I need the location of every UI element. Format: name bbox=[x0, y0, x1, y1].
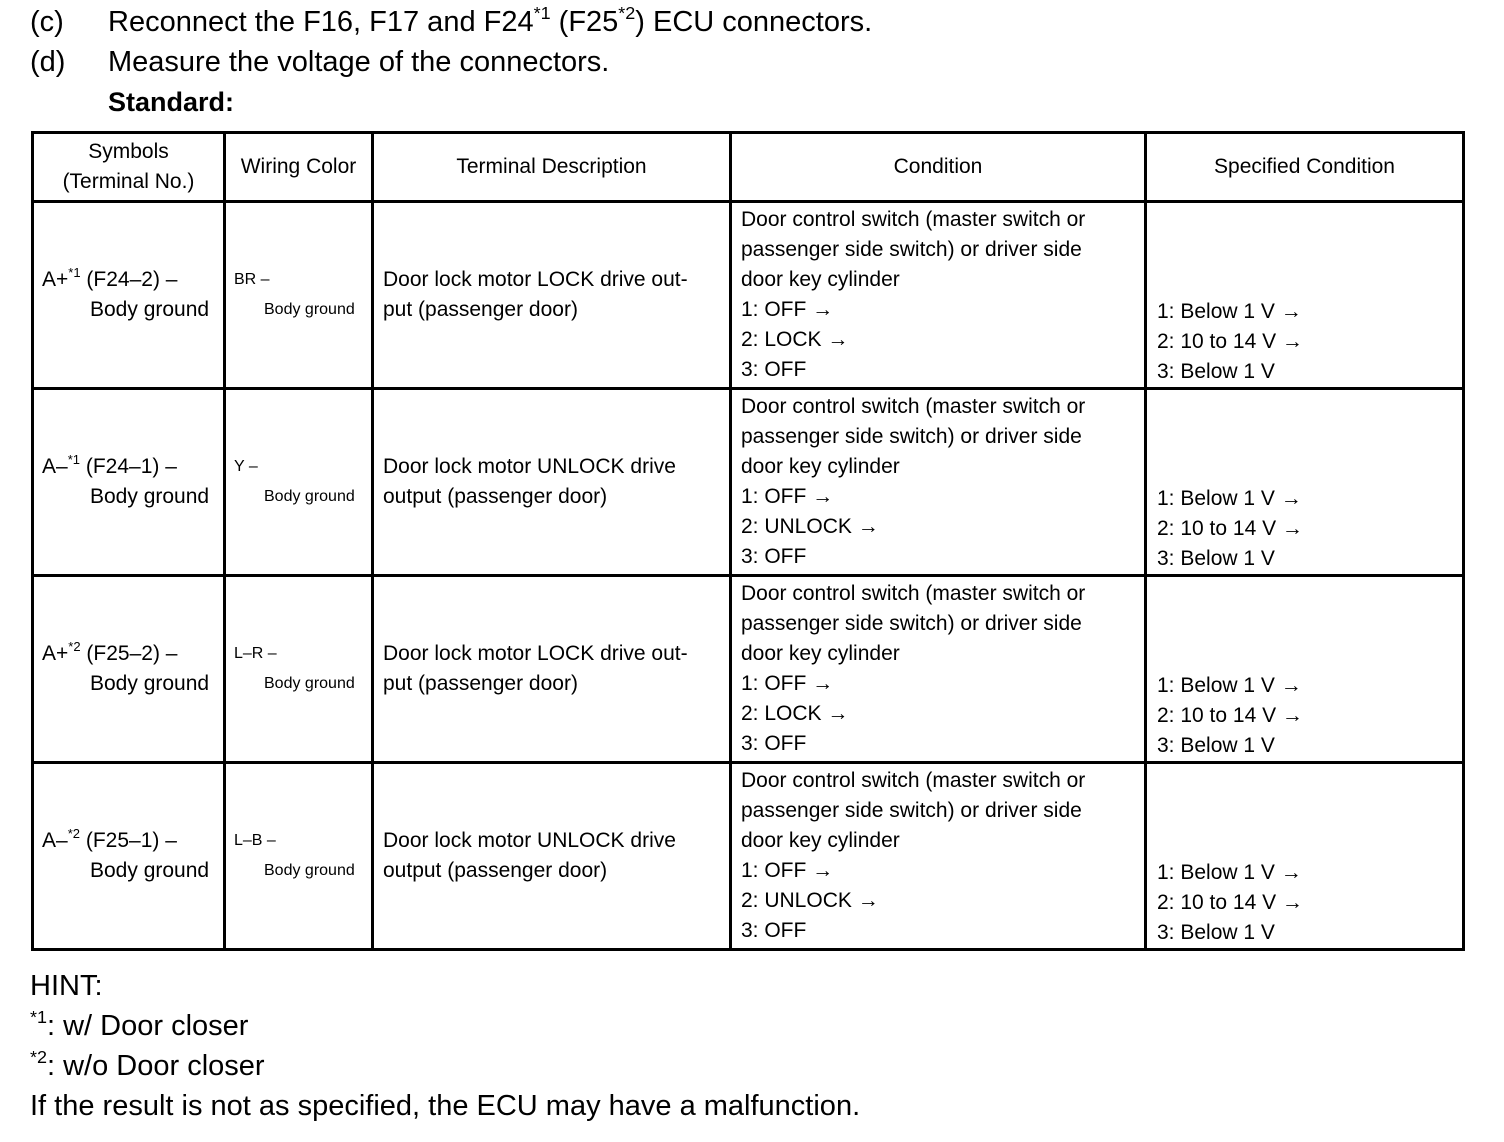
footnote-marker: *1 bbox=[533, 3, 551, 24]
desc-line: put (passenger door) bbox=[383, 298, 578, 321]
footnote-marker: *2 bbox=[30, 1047, 47, 1068]
condition-cell bbox=[731, 202, 1146, 389]
desc-line: Door lock motor UNLOCK drive bbox=[383, 829, 676, 852]
cond-line: Door control switch (master switch or bbox=[741, 395, 1086, 418]
wiring-color-cell bbox=[225, 576, 373, 763]
step-label: (d) bbox=[30, 46, 66, 78]
step-text: Measure the voltage of the connectors. bbox=[108, 46, 610, 78]
cond-line: 1: OFF → bbox=[741, 672, 834, 695]
wire-line: Body ground bbox=[264, 301, 355, 318]
wiring-color-cell bbox=[225, 202, 373, 389]
condition-cell bbox=[731, 576, 1146, 763]
header-wiring-color: Wiring Color bbox=[225, 133, 373, 202]
footnote-marker: *1 bbox=[68, 265, 81, 281]
spec-line: 2: 10 to 14 V → bbox=[1157, 330, 1303, 353]
spec-line: 2: 10 to 14 V → bbox=[1157, 704, 1303, 727]
specified-condition-cell bbox=[1146, 202, 1464, 389]
hint-section bbox=[30, 966, 860, 1126]
spec-line: 1: Below 1 V → bbox=[1157, 674, 1302, 697]
hint-note bbox=[30, 1006, 860, 1046]
step-text-part: Reconnect the F16, F17 and F24 bbox=[108, 6, 534, 38]
desc-line: Door lock motor LOCK drive out- bbox=[383, 268, 688, 291]
cond-line: 2: UNLOCK → bbox=[741, 515, 879, 538]
specified-condition-cell bbox=[1146, 576, 1464, 763]
cond-line: Door control switch (master switch or bbox=[741, 769, 1086, 792]
spec-line: 3: Below 1 V bbox=[1157, 360, 1275, 383]
hint-note-text: : w/o Door closer bbox=[47, 1050, 265, 1082]
hint-note bbox=[30, 1046, 860, 1086]
symbol-text: (F25–2) – bbox=[80, 642, 178, 665]
cond-line: 3: OFF bbox=[741, 545, 807, 568]
step-d bbox=[30, 42, 1470, 82]
wiring-color-cell bbox=[225, 763, 373, 950]
spec-line: 1: Below 1 V → bbox=[1157, 861, 1302, 884]
desc-line: output (passenger door) bbox=[383, 859, 608, 882]
symbol-text: A+ bbox=[42, 268, 69, 291]
footnote-marker: *1 bbox=[30, 1007, 47, 1028]
symbol-text: A– bbox=[42, 829, 68, 852]
spec-line: 3: Below 1 V bbox=[1157, 547, 1275, 570]
symbol-line: Body ground bbox=[90, 298, 210, 321]
step-text-part: (F25 bbox=[550, 6, 619, 38]
cond-line: door key cylinder bbox=[741, 829, 900, 852]
spec-line: 3: Below 1 V bbox=[1157, 921, 1275, 944]
desc-line: Door lock motor LOCK drive out- bbox=[383, 642, 688, 665]
wire-line: L–B – bbox=[234, 832, 276, 849]
header-terminal-description: Terminal Description bbox=[373, 133, 731, 202]
footnote-marker: *2 bbox=[68, 639, 81, 655]
wire-line: Body ground bbox=[264, 675, 355, 692]
table-header-row bbox=[33, 133, 1464, 202]
cond-line: 2: LOCK → bbox=[741, 702, 849, 725]
terminal-description-cell bbox=[373, 763, 731, 950]
table-row bbox=[33, 202, 1464, 389]
terminal-description-cell bbox=[373, 576, 731, 763]
cond-line: door key cylinder bbox=[741, 642, 900, 665]
step-text bbox=[108, 2, 872, 42]
wire-line: L–R – bbox=[234, 645, 277, 662]
header-symbols bbox=[33, 133, 225, 202]
wire-line: Body ground bbox=[264, 862, 355, 879]
symbol-cell bbox=[33, 763, 225, 950]
hint-note-text: : w/ Door closer bbox=[47, 1010, 249, 1042]
hint-final: If the result is not as specified, the ECU may have a malfunction. bbox=[30, 1090, 861, 1122]
symbol-cell bbox=[33, 576, 225, 763]
table-row bbox=[33, 763, 1464, 950]
cond-line: door key cylinder bbox=[741, 268, 900, 291]
symbol-line: Body ground bbox=[90, 485, 210, 508]
cond-line: 3: OFF bbox=[741, 919, 807, 942]
symbol-text: A– bbox=[42, 455, 68, 478]
symbol-line bbox=[42, 452, 223, 482]
wire-line: Y – bbox=[234, 458, 258, 475]
symbol-line bbox=[42, 826, 223, 856]
step-c bbox=[30, 2, 1470, 42]
symbol-line: Body ground bbox=[90, 859, 210, 882]
spec-line: 2: 10 to 14 V → bbox=[1157, 517, 1303, 540]
symbol-cell bbox=[33, 202, 225, 389]
cond-line: 3: OFF bbox=[741, 358, 807, 381]
footnote-marker: *2 bbox=[67, 826, 80, 842]
step-label: (c) bbox=[30, 6, 64, 38]
footnote-marker: *2 bbox=[618, 3, 636, 24]
cond-line: passenger side switch) or driver side bbox=[741, 425, 1082, 448]
symbol-text: A+ bbox=[42, 642, 69, 665]
cond-line: Door control switch (master switch or bbox=[741, 582, 1086, 605]
desc-line: put (passenger door) bbox=[383, 672, 578, 695]
symbol-cell bbox=[33, 389, 225, 576]
desc-line: Door lock motor UNLOCK drive bbox=[383, 455, 676, 478]
cond-line: 2: UNLOCK → bbox=[741, 889, 879, 912]
cond-line: 2: LOCK → bbox=[741, 328, 849, 351]
footnote-marker: *1 bbox=[67, 452, 80, 468]
standard-label: Standard: bbox=[108, 87, 235, 117]
cond-line: passenger side switch) or driver side bbox=[741, 799, 1082, 822]
spec-line: 2: 10 to 14 V → bbox=[1157, 891, 1303, 914]
symbol-line bbox=[42, 639, 223, 669]
spec-line: 1: Below 1 V → bbox=[1157, 487, 1302, 510]
specified-condition-cell bbox=[1146, 763, 1464, 950]
condition-cell bbox=[731, 763, 1146, 950]
table-row bbox=[33, 576, 1464, 763]
table-row bbox=[33, 389, 1464, 576]
symbol-line: Body ground bbox=[90, 672, 210, 695]
header-text: Symbols bbox=[88, 140, 169, 163]
desc-line: output (passenger door) bbox=[383, 485, 608, 508]
symbol-text: (F24–2) – bbox=[80, 268, 178, 291]
terminal-description-cell bbox=[373, 389, 731, 576]
cond-line: 1: OFF → bbox=[741, 859, 834, 882]
specified-condition-cell bbox=[1146, 389, 1464, 576]
wiring-color-cell bbox=[225, 389, 373, 576]
cond-line: 1: OFF → bbox=[741, 485, 834, 508]
cond-line: door key cylinder bbox=[741, 455, 900, 478]
cond-line: 1: OFF → bbox=[741, 298, 834, 321]
hint-title: HINT: bbox=[30, 970, 103, 1002]
wire-line: BR – bbox=[234, 271, 270, 288]
step-text-part: ) ECU connectors. bbox=[635, 6, 873, 38]
symbol-line bbox=[42, 265, 223, 295]
voltage-spec-table bbox=[31, 131, 1465, 951]
cond-line: passenger side switch) or driver side bbox=[741, 238, 1082, 261]
header-specified-condition: Specified Condition bbox=[1146, 133, 1464, 202]
procedure-steps bbox=[30, 2, 1470, 122]
symbol-text: (F25–1) – bbox=[80, 829, 177, 852]
cond-line: 3: OFF bbox=[741, 732, 807, 755]
cond-line: passenger side switch) or driver side bbox=[741, 612, 1082, 635]
terminal-description-cell bbox=[373, 202, 731, 389]
cond-line: Door control switch (master switch or bbox=[741, 208, 1086, 231]
spec-line: 3: Below 1 V bbox=[1157, 734, 1275, 757]
symbol-text: (F24–1) – bbox=[80, 455, 177, 478]
wire-line: Body ground bbox=[264, 488, 355, 505]
header-text: (Terminal No.) bbox=[62, 170, 195, 193]
spec-line: 1: Below 1 V → bbox=[1157, 300, 1302, 323]
condition-cell bbox=[731, 389, 1146, 576]
header-condition: Condition bbox=[731, 133, 1146, 202]
